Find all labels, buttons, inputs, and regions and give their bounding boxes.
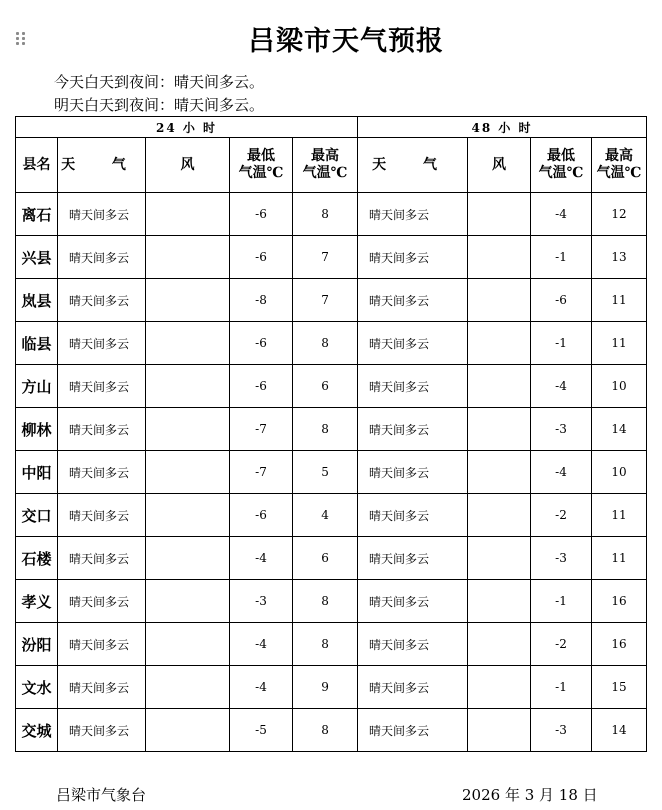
county-cell: 孝义 <box>16 580 58 623</box>
wind-24h-cell <box>146 408 230 451</box>
forecast-table-container <box>15 116 646 757</box>
county-cell: 离石 <box>16 193 58 236</box>
table-row <box>16 494 647 537</box>
weather-48h-cell: 晴天间多云 <box>358 365 468 408</box>
weather-24h-cell: 晴天间多云 <box>58 623 146 666</box>
weather-48h-cell: 晴天间多云 <box>358 494 468 537</box>
min-temp-48h-cell: -1 <box>531 580 592 623</box>
weather-24h-cell: 晴天间多云 <box>58 580 146 623</box>
period-24h-header: 24 小 时 <box>16 117 358 138</box>
min-temp-48h-cell: -4 <box>531 193 592 236</box>
min-temp-24h-cell: -3 <box>230 580 293 623</box>
county-cell: 兴县 <box>16 236 58 279</box>
county-cell: 中阳 <box>16 451 58 494</box>
max-temp-24h-header-line1: 最高 <box>311 148 340 164</box>
county-cell: 方山 <box>16 365 58 408</box>
min-temp-48h-cell: -3 <box>531 709 592 752</box>
min-temp-24h-header-line1: 最低 <box>247 148 275 164</box>
weather-24h-cell: 晴天间多云 <box>58 494 146 537</box>
min-temp-24h-cell: -4 <box>230 666 293 709</box>
page-title: 吕梁市天气预报 <box>248 26 444 57</box>
wind-24h-cell <box>146 236 230 279</box>
min-temp-24h-cell: -8 <box>230 279 293 322</box>
weather-24h-cell: 晴天间多云 <box>58 193 146 236</box>
min-temp-48h-header <box>531 138 592 193</box>
weather-48h-cell: 晴天间多云 <box>358 537 468 580</box>
weather-24h-cell: 晴天间多云 <box>58 322 146 365</box>
min-temp-24h-cell: -5 <box>230 709 293 752</box>
min-temp-48h-cell: -1 <box>531 236 592 279</box>
county-cell: 交口 <box>16 494 58 537</box>
max-temp-48h-cell: 10 <box>592 451 647 494</box>
table-row <box>16 365 647 408</box>
summary-tomorrow: 明天白天到夜间：晴天间多云。 <box>54 96 265 114</box>
wind-48h-cell <box>468 279 531 322</box>
max-temp-48h-cell: 12 <box>592 193 647 236</box>
wind-24h-cell <box>146 623 230 666</box>
weather-24h-cell: 晴天间多云 <box>58 709 146 752</box>
wind-48h-cell <box>468 666 531 709</box>
wind-24h-cell <box>146 193 230 236</box>
summary-today: 今天白天到夜间：晴天间多云。 <box>54 73 265 91</box>
min-temp-24h-cell: -7 <box>230 451 293 494</box>
wind-48h-cell <box>468 322 531 365</box>
county-cell: 汾阳 <box>16 623 58 666</box>
weather-24h-cell: 晴天间多云 <box>58 365 146 408</box>
issue-date: 2026 年 3 月 18 日 <box>462 786 598 804</box>
wind-24h-cell <box>146 451 230 494</box>
max-temp-24h-header <box>293 138 358 193</box>
max-temp-48h-cell: 11 <box>592 322 647 365</box>
wind-48h-cell <box>468 408 531 451</box>
table-row <box>16 193 647 236</box>
max-temp-48h-cell: 16 <box>592 623 647 666</box>
table-row <box>16 537 647 580</box>
forecast-table <box>15 116 647 752</box>
period-48h-header: 48 小 时 <box>358 117 647 138</box>
wind-24h-cell <box>146 494 230 537</box>
weather-48h-header: 天 气 <box>358 138 468 193</box>
max-temp-24h-cell: 9 <box>293 666 358 709</box>
county-cell: 临县 <box>16 322 58 365</box>
weather-48h-cell: 晴天间多云 <box>358 408 468 451</box>
max-temp-48h-cell: 16 <box>592 580 647 623</box>
min-temp-24h-cell: -6 <box>230 322 293 365</box>
min-temp-48h-cell: -1 <box>531 322 592 365</box>
county-cell: 柳林 <box>16 408 58 451</box>
min-temp-24h-cell: -4 <box>230 537 293 580</box>
wind-48h-cell <box>468 623 531 666</box>
min-temp-48h-cell: -3 <box>531 408 592 451</box>
max-temp-48h-cell: 11 <box>592 494 647 537</box>
table-row <box>16 322 647 365</box>
weather-24h-cell: 晴天间多云 <box>58 666 146 709</box>
min-temp-24h-cell: -7 <box>230 408 293 451</box>
weather-48h-cell: 晴天间多云 <box>358 193 468 236</box>
max-temp-48h-cell: 15 <box>592 666 647 709</box>
wind-48h-header: 风 <box>468 138 531 193</box>
county-cell: 岚县 <box>16 279 58 322</box>
wind-48h-cell <box>468 709 531 752</box>
wind-24h-cell <box>146 279 230 322</box>
weather-24h-cell: 晴天间多云 <box>58 451 146 494</box>
max-temp-48h-header-line2: 气温℃ <box>596 165 642 181</box>
weather-48h-cell: 晴天间多云 <box>358 279 468 322</box>
weather-48h-cell: 晴天间多云 <box>358 322 468 365</box>
min-temp-48h-header-line1: 最低 <box>547 148 576 164</box>
max-temp-24h-cell: 8 <box>293 709 358 752</box>
min-temp-48h-cell: -2 <box>531 623 592 666</box>
max-temp-24h-cell: 8 <box>293 322 358 365</box>
wind-24h-cell <box>146 365 230 408</box>
min-temp-48h-cell: -1 <box>531 666 592 709</box>
wind-24h-header: 风 <box>146 138 230 193</box>
weather-24h-cell: 晴天间多云 <box>58 408 146 451</box>
min-temp-48h-cell: -3 <box>531 537 592 580</box>
weather-48h-cell: 晴天间多云 <box>358 666 468 709</box>
max-temp-24h-cell: 5 <box>293 451 358 494</box>
weather-24h-cell: 晴天间多云 <box>58 279 146 322</box>
weather-24h-cell: 晴天间多云 <box>58 236 146 279</box>
period-header-row <box>16 117 647 138</box>
min-temp-48h-cell: -4 <box>531 365 592 408</box>
county-cell: 交城 <box>16 709 58 752</box>
min-temp-48h-cell: -4 <box>531 451 592 494</box>
min-temp-24h-cell: -4 <box>230 623 293 666</box>
max-temp-24h-cell: 7 <box>293 236 358 279</box>
min-temp-48h-cell: -6 <box>531 279 592 322</box>
table-row <box>16 451 647 494</box>
max-temp-24h-cell: 6 <box>293 365 358 408</box>
max-temp-48h-header <box>592 138 647 193</box>
wind-24h-cell <box>146 537 230 580</box>
wind-24h-cell <box>146 322 230 365</box>
max-temp-24h-cell: 7 <box>293 279 358 322</box>
max-temp-48h-header-line1: 最高 <box>605 148 634 164</box>
max-temp-24h-cell: 6 <box>293 537 358 580</box>
table-row <box>16 580 647 623</box>
table-row <box>16 408 647 451</box>
min-temp-24h-cell: -6 <box>230 236 293 279</box>
max-temp-24h-cell: 4 <box>293 494 358 537</box>
table-row <box>16 279 647 322</box>
min-temp-24h-cell: -6 <box>230 193 293 236</box>
wind-48h-cell <box>468 193 531 236</box>
wind-24h-cell <box>146 580 230 623</box>
wind-24h-cell <box>146 709 230 752</box>
max-temp-48h-cell: 11 <box>592 279 647 322</box>
min-temp-24h-header <box>230 138 293 193</box>
table-row <box>16 236 647 279</box>
wind-48h-cell <box>468 236 531 279</box>
min-temp-48h-header-line2: 气温℃ <box>538 165 584 181</box>
table-row <box>16 623 647 666</box>
column-header-row <box>16 138 647 193</box>
table-row <box>16 709 647 752</box>
weather-48h-cell: 晴天间多云 <box>358 623 468 666</box>
min-temp-24h-cell: -6 <box>230 365 293 408</box>
wind-48h-cell <box>468 365 531 408</box>
weather-48h-cell: 晴天间多云 <box>358 236 468 279</box>
weather-48h-cell: 晴天间多云 <box>358 580 468 623</box>
max-temp-48h-cell: 10 <box>592 365 647 408</box>
wind-48h-cell <box>468 451 531 494</box>
min-temp-48h-cell: -2 <box>531 494 592 537</box>
wind-24h-cell <box>146 666 230 709</box>
max-temp-48h-cell: 13 <box>592 236 647 279</box>
weather-48h-cell: 晴天间多云 <box>358 709 468 752</box>
max-temp-24h-header-line2: 气温℃ <box>302 165 348 181</box>
max-temp-24h-cell: 8 <box>293 623 358 666</box>
wind-48h-cell <box>468 537 531 580</box>
county-cell: 石楼 <box>16 537 58 580</box>
weather-48h-cell: 晴天间多云 <box>358 451 468 494</box>
table-row <box>16 666 647 709</box>
wind-48h-cell <box>468 494 531 537</box>
weather-24h-cell: 晴天间多云 <box>58 537 146 580</box>
max-temp-24h-cell: 8 <box>293 408 358 451</box>
max-temp-48h-cell: 14 <box>592 408 647 451</box>
county-header: 县名 <box>16 138 58 193</box>
max-temp-24h-cell: 8 <box>293 580 358 623</box>
issuer-name: 吕梁市气象台 <box>56 786 147 804</box>
max-temp-48h-cell: 11 <box>592 537 647 580</box>
max-temp-48h-cell: 14 <box>592 709 647 752</box>
weather-24h-header: 天 气 <box>58 138 146 193</box>
county-cell: 文水 <box>16 666 58 709</box>
min-temp-24h-cell: -6 <box>230 494 293 537</box>
min-temp-24h-header-line2: 气温℃ <box>238 165 284 181</box>
wind-48h-cell <box>468 580 531 623</box>
max-temp-24h-cell: 8 <box>293 193 358 236</box>
